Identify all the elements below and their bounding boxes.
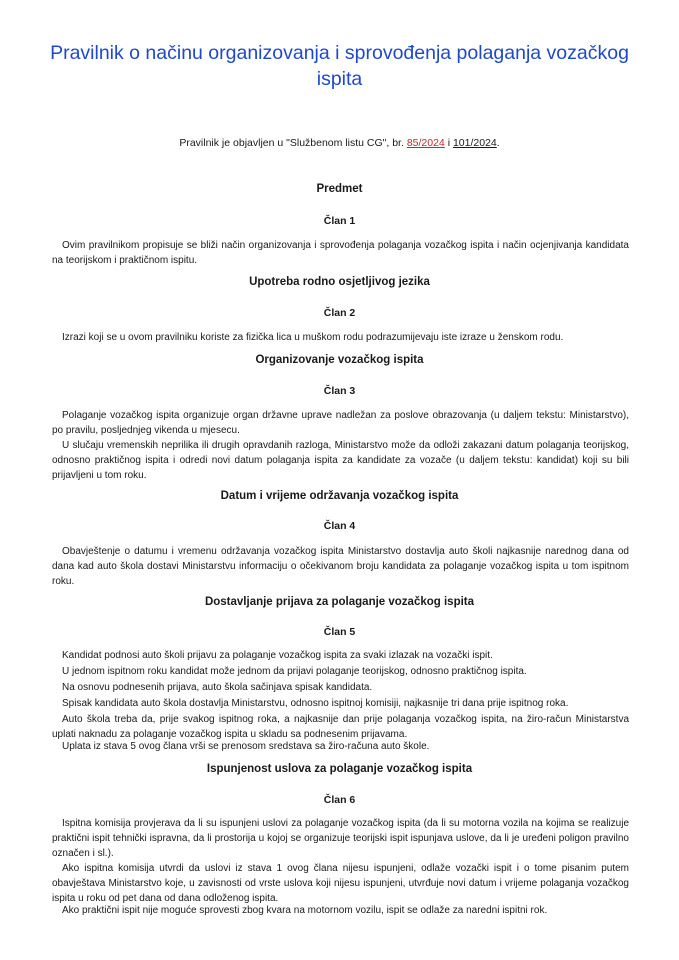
- paragraph: Obavještenje o datumu i vremenu održavanja vozačkog ispita Ministarstvo dostavlja auto školi najkasnije narednog dana od dana kad auto škola dostavi Ministarstvu informaciju o očekivanom broju kandidata za polaganje vozačkog ispita u tom ispitnom roku.: [52, 546, 629, 587]
- section-heading: Ispunjenost uslova za polaganje vozačkog ispita: [206, 763, 473, 775]
- paragraph: Uplata iz stava 5 ovog člana vrši se prenosom sredstava sa žiro-računa auto škole.: [62, 741, 430, 752]
- paragraph: U jednom ispitnom roku kandidat može jednom da prijavi polaganje teorijskog, odnosno praktičnog ispita.: [62, 666, 527, 677]
- paragraph: Ako ispitna komisija utvrdi da uslovi iz stava 1 ovog člana nijesu ispunjeni, odlaže vozački ispit i o tome pisanim putem obavještava Ministarstvo koje, u zavisnosti od vrste uslova koji nijesu ispunjeni, utvrđuje novi datum i vrijeme polaganja vozačkog ispita u roku od pet dana od dana odloženog ispita.: [52, 863, 629, 904]
- publication-suffix: .: [496, 137, 500, 149]
- paragraph: Ako praktični ispit nije moguće sprovesti zbog kvara na motornom vozilu, ispit se odlaže za naredni ispitni rok.: [62, 905, 548, 916]
- paragraph: Ovim pravilnikom propisuje se bliži način organizovanja i sprovođenja polaganja vozačkog ispita i način ocjenjivanja kandidata na teorijskom i praktičnom ispitu.: [52, 240, 629, 266]
- paragraph: Na osnovu podnesenih prijava, auto škola sačinjava spisak kandidata.: [62, 682, 373, 693]
- section-heading: Datum i vrijeme održavanja vozačkog ispita: [220, 490, 459, 502]
- article-number: Član 2: [323, 307, 356, 319]
- section-heading: Upotreba rodno osjetljivog jezika: [249, 276, 430, 288]
- paragraph: Izrazi koji se u ovom pravilniku koriste za fizička lica u muškom rodu podrazumijevaju iste izraze u ženskom rodu.: [62, 332, 564, 343]
- article-number: Član 6: [323, 794, 356, 806]
- paragraph: Auto škola treba da, prije svakog ispitnog roka, a najkasnije dan prije polaganja vozačkog ispita, na žiro-račun Ministarstva uplati naknadu za polaganje vozačkog ispita u skladu sa podnesenim prijavama.: [52, 714, 629, 740]
- article-number: Član 4: [323, 520, 356, 532]
- publication-prefix: Pravilnik je objavljen u "Službenom listu CG", br.: [179, 137, 407, 149]
- paragraph: Ispitna komisija provjerava da li su ispunjeni uslovi za polaganje vozačkog ispita (da li su motorna vozila na kojima se realizuje praktični ispit tehnički ispravna, da li prostorija u kojoj se organizuje teorijski ispit ispunjava uslove, da li je uređeni poligon pravilno označen i sl.).: [52, 818, 629, 859]
- paragraph: Spisak kandidata auto škola dostavlja Ministarstvu, odnosno ispitnoj komisiji, najkasnije tri dana prije ispitnog roka.: [62, 698, 569, 709]
- gazette-link-85-2024[interactable]: 85/2024: [406, 137, 445, 149]
- publication-note: [0, 137, 679, 149]
- paragraph: Polaganje vozačkog ispita organizuje organ državne uprave nadležan za poslove obrazovanja (u daljem tekstu: Ministarstvo), po pravilu, posljednjeg vikenda u mjesecu.: [52, 410, 629, 436]
- paragraph: Kandidat podnosi auto školi prijavu za polaganje vozačkog ispita za svaki izlazak na vozački ispit.: [62, 650, 493, 661]
- publication-mid: i: [444, 137, 453, 149]
- section-heading: Predmet: [316, 183, 363, 195]
- article-number: Član 3: [323, 385, 356, 397]
- section-heading: Dostavljanje prijava za polaganje vozačkog ispita: [204, 596, 475, 608]
- section-heading: Organizovanje vozačkog ispita: [255, 354, 424, 366]
- gazette-link-101-2024[interactable]: 101/2024: [452, 137, 497, 149]
- paragraph: U slučaju vremenskih neprilika ili drugih opravdanih razloga, Ministarstvo može da odloži zakazani datum polaganja teorijskog, odnosno praktičnog ispita i odredi novi datum polaganja ispita za kandidate za vozače (u daljem tekstu: kandidat) koji su bili prijavljeni u tom roku.: [52, 440, 629, 481]
- article-number: Član 1: [323, 215, 356, 227]
- article-number: Član 5: [323, 626, 356, 638]
- document-title: Pravilnik o načinu organizovanja i sprovođenja polaganja vozačkog ispita: [50, 42, 629, 90]
